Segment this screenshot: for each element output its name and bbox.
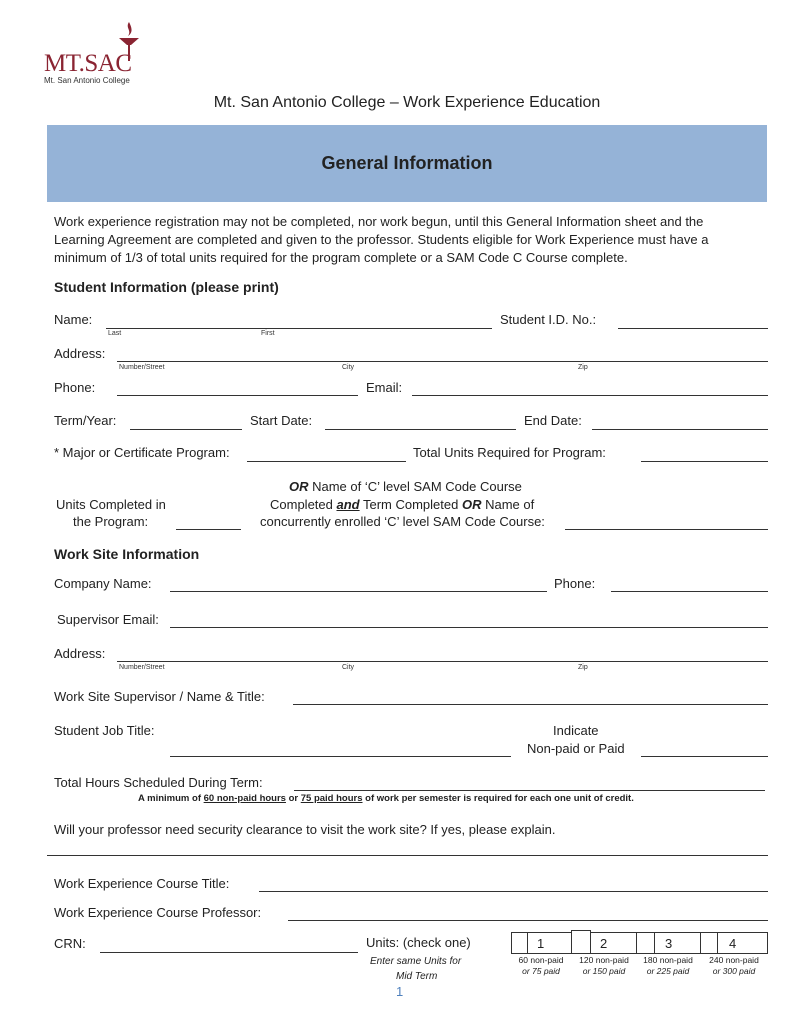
banner: [47, 125, 767, 202]
min-note-or: or: [285, 793, 301, 804]
indicate-label-2: Non-paid or Paid: [527, 741, 625, 756]
intro-line-1: Work experience registration may not be completed, nor work begun, until this General Information sheet and the: [54, 214, 704, 229]
min-note-75: 75 paid hours: [300, 793, 363, 804]
units-1-paid: or 75 paid: [522, 966, 560, 976]
course-title-field[interactable]: [259, 891, 768, 892]
supervisor-email-label: Supervisor Email:: [57, 612, 159, 627]
start-date-label: Start Date:: [250, 413, 313, 428]
total-hours-field[interactable]: [294, 790, 765, 791]
phone-field[interactable]: [117, 395, 358, 396]
last-hint: Last: [108, 330, 122, 337]
sam-line-3: concurrently enrolled ‘C’ level SAM Code Course:: [260, 514, 545, 529]
end-date-label: End Date:: [524, 413, 582, 428]
units-1-number: 1: [537, 936, 545, 951]
worksite-zip-hint: Zip: [578, 664, 588, 671]
units-1-checkbox[interactable]: [511, 932, 528, 954]
address-field[interactable]: [117, 361, 768, 362]
total-units-label: Total Units Required for Program:: [413, 445, 606, 460]
enter-units-note-1: Enter same Units for: [370, 956, 462, 967]
units-4-hours: [702, 955, 766, 977]
min-note-b: of work per semester is required for each one unit of credit.: [362, 793, 634, 804]
worksite-supervisor-label: Work Site Supervisor / Name & Title:: [54, 689, 265, 704]
units-3-nonpaid: 180 non-paid: [643, 955, 693, 965]
logo-wordmark: MT.SAC: [44, 50, 132, 77]
sam-l2-a: Completed: [270, 497, 337, 512]
units-1-hours: [511, 955, 571, 977]
college-title: Mt. San Antonio College – Work Experience Education: [213, 94, 601, 111]
major-field[interactable]: [247, 461, 406, 462]
city-hint: City: [342, 364, 355, 371]
minimum-hours-note: [138, 793, 634, 804]
sam-or-1: OR: [289, 479, 309, 494]
student-id-label: Student I.D. No.:: [500, 312, 597, 327]
course-professor-label: Work Experience Course Professor:: [54, 905, 262, 920]
intro-line-3: minimum of 1/3 of total units required for the program complete or a SAM Code C Course complete.: [54, 250, 628, 265]
student-id-field[interactable]: [618, 328, 768, 329]
course-title-label: Work Experience Course Title:: [54, 876, 230, 891]
first-hint: First: [261, 330, 275, 337]
worksite-city-hint: City: [342, 664, 355, 671]
paid-status-field[interactable]: [641, 756, 768, 757]
term-year-field[interactable]: [130, 429, 242, 430]
work-site-heading: Work Site Information: [54, 546, 200, 562]
worksite-address-label: Address:: [54, 646, 106, 661]
zip-hint: Zip: [578, 364, 588, 371]
units-4-checkbox[interactable]: [700, 932, 718, 954]
sam-and: and: [336, 497, 360, 512]
address-label: Address:: [54, 346, 106, 361]
sam-or-2: OR: [461, 497, 482, 512]
sam-course-field[interactable]: [565, 529, 768, 530]
units-4-number: 4: [729, 936, 737, 951]
units-2-nonpaid: 120 non-paid: [579, 955, 629, 965]
units-completed-field[interactable]: [176, 529, 241, 530]
indicate-label-1: Indicate: [553, 723, 599, 738]
intro-line-2: Learning Agreement are completed and given to the professor. Students eligible for Work Experience must have a: [54, 232, 709, 247]
worksite-supervisor-field[interactable]: [293, 704, 768, 705]
units-completed-label-2: the Program:: [73, 514, 149, 529]
units-2-number: 2: [600, 936, 608, 951]
enter-units-note-2: Mid Term: [396, 971, 438, 982]
worksite-address-field[interactable]: [117, 661, 768, 662]
units-completed-label-1: Units Completed in: [56, 497, 166, 512]
total-units-field[interactable]: [641, 461, 768, 462]
end-date-field[interactable]: [592, 429, 768, 430]
units-4-nonpaid: 240 non-paid: [709, 955, 759, 965]
email-field[interactable]: [412, 395, 768, 396]
units-4-paid: or 300 paid: [712, 966, 756, 976]
name-field[interactable]: [106, 328, 492, 329]
security-clearance-field[interactable]: [47, 855, 768, 856]
sam-l2-b: Term Completed: [359, 497, 462, 512]
crn-field[interactable]: [100, 952, 358, 953]
term-year-label: Term/Year:: [54, 413, 117, 428]
page-number: 1: [396, 984, 404, 999]
units-3-number: 3: [665, 936, 673, 951]
sam-line-1-text: Name of ‘C’ level SAM Code Course: [308, 479, 522, 494]
email-label: Email:: [366, 380, 403, 395]
supervisor-email-field[interactable]: [170, 627, 768, 628]
units-3-hours: [637, 955, 699, 977]
major-label: * Major or Certificate Program:: [54, 445, 230, 460]
min-note-60: 60 non-paid hours: [203, 793, 286, 804]
start-date-field[interactable]: [325, 429, 516, 430]
course-professor-field[interactable]: [288, 920, 768, 921]
units-1-nonpaid: 60 non-paid: [518, 955, 564, 965]
phone-label: Phone:: [54, 380, 96, 395]
security-clearance-question: Will your professor need security clearance to visit the work site? If yes, please explain.: [54, 822, 556, 837]
min-note-a: A minimum of: [138, 793, 204, 804]
sam-l2-c: Name of: [481, 497, 535, 512]
sam-line-2: [270, 497, 534, 512]
name-label: Name:: [54, 312, 93, 327]
worksite-street-hint: Number/Street: [119, 664, 165, 671]
company-phone-label: Phone:: [554, 576, 596, 591]
crn-label: CRN:: [54, 936, 86, 951]
sam-line-1: [289, 479, 522, 494]
units-check-label: Units: (check one): [366, 935, 471, 950]
company-name-label: Company Name:: [54, 576, 152, 591]
college-logo: [44, 20, 154, 86]
units-3-paid: or 225 paid: [646, 966, 690, 976]
job-title-field[interactable]: [170, 756, 511, 757]
company-name-field[interactable]: [170, 591, 547, 592]
street-hint: Number/Street: [119, 364, 165, 371]
job-title-label: Student Job Title:: [54, 723, 155, 738]
units-2-checkbox[interactable]: [571, 930, 591, 954]
company-phone-field[interactable]: [611, 591, 768, 592]
logo-subtitle: Mt. San Antonio College: [44, 76, 130, 85]
total-hours-label: Total Hours Scheduled During Term:: [54, 775, 263, 790]
banner-title: General Information: [321, 153, 493, 173]
units-2-paid: or 150 paid: [582, 966, 626, 976]
units-3-checkbox[interactable]: [636, 932, 655, 954]
student-info-heading: Student Information (please print): [54, 279, 279, 295]
units-2-hours: [573, 955, 635, 977]
